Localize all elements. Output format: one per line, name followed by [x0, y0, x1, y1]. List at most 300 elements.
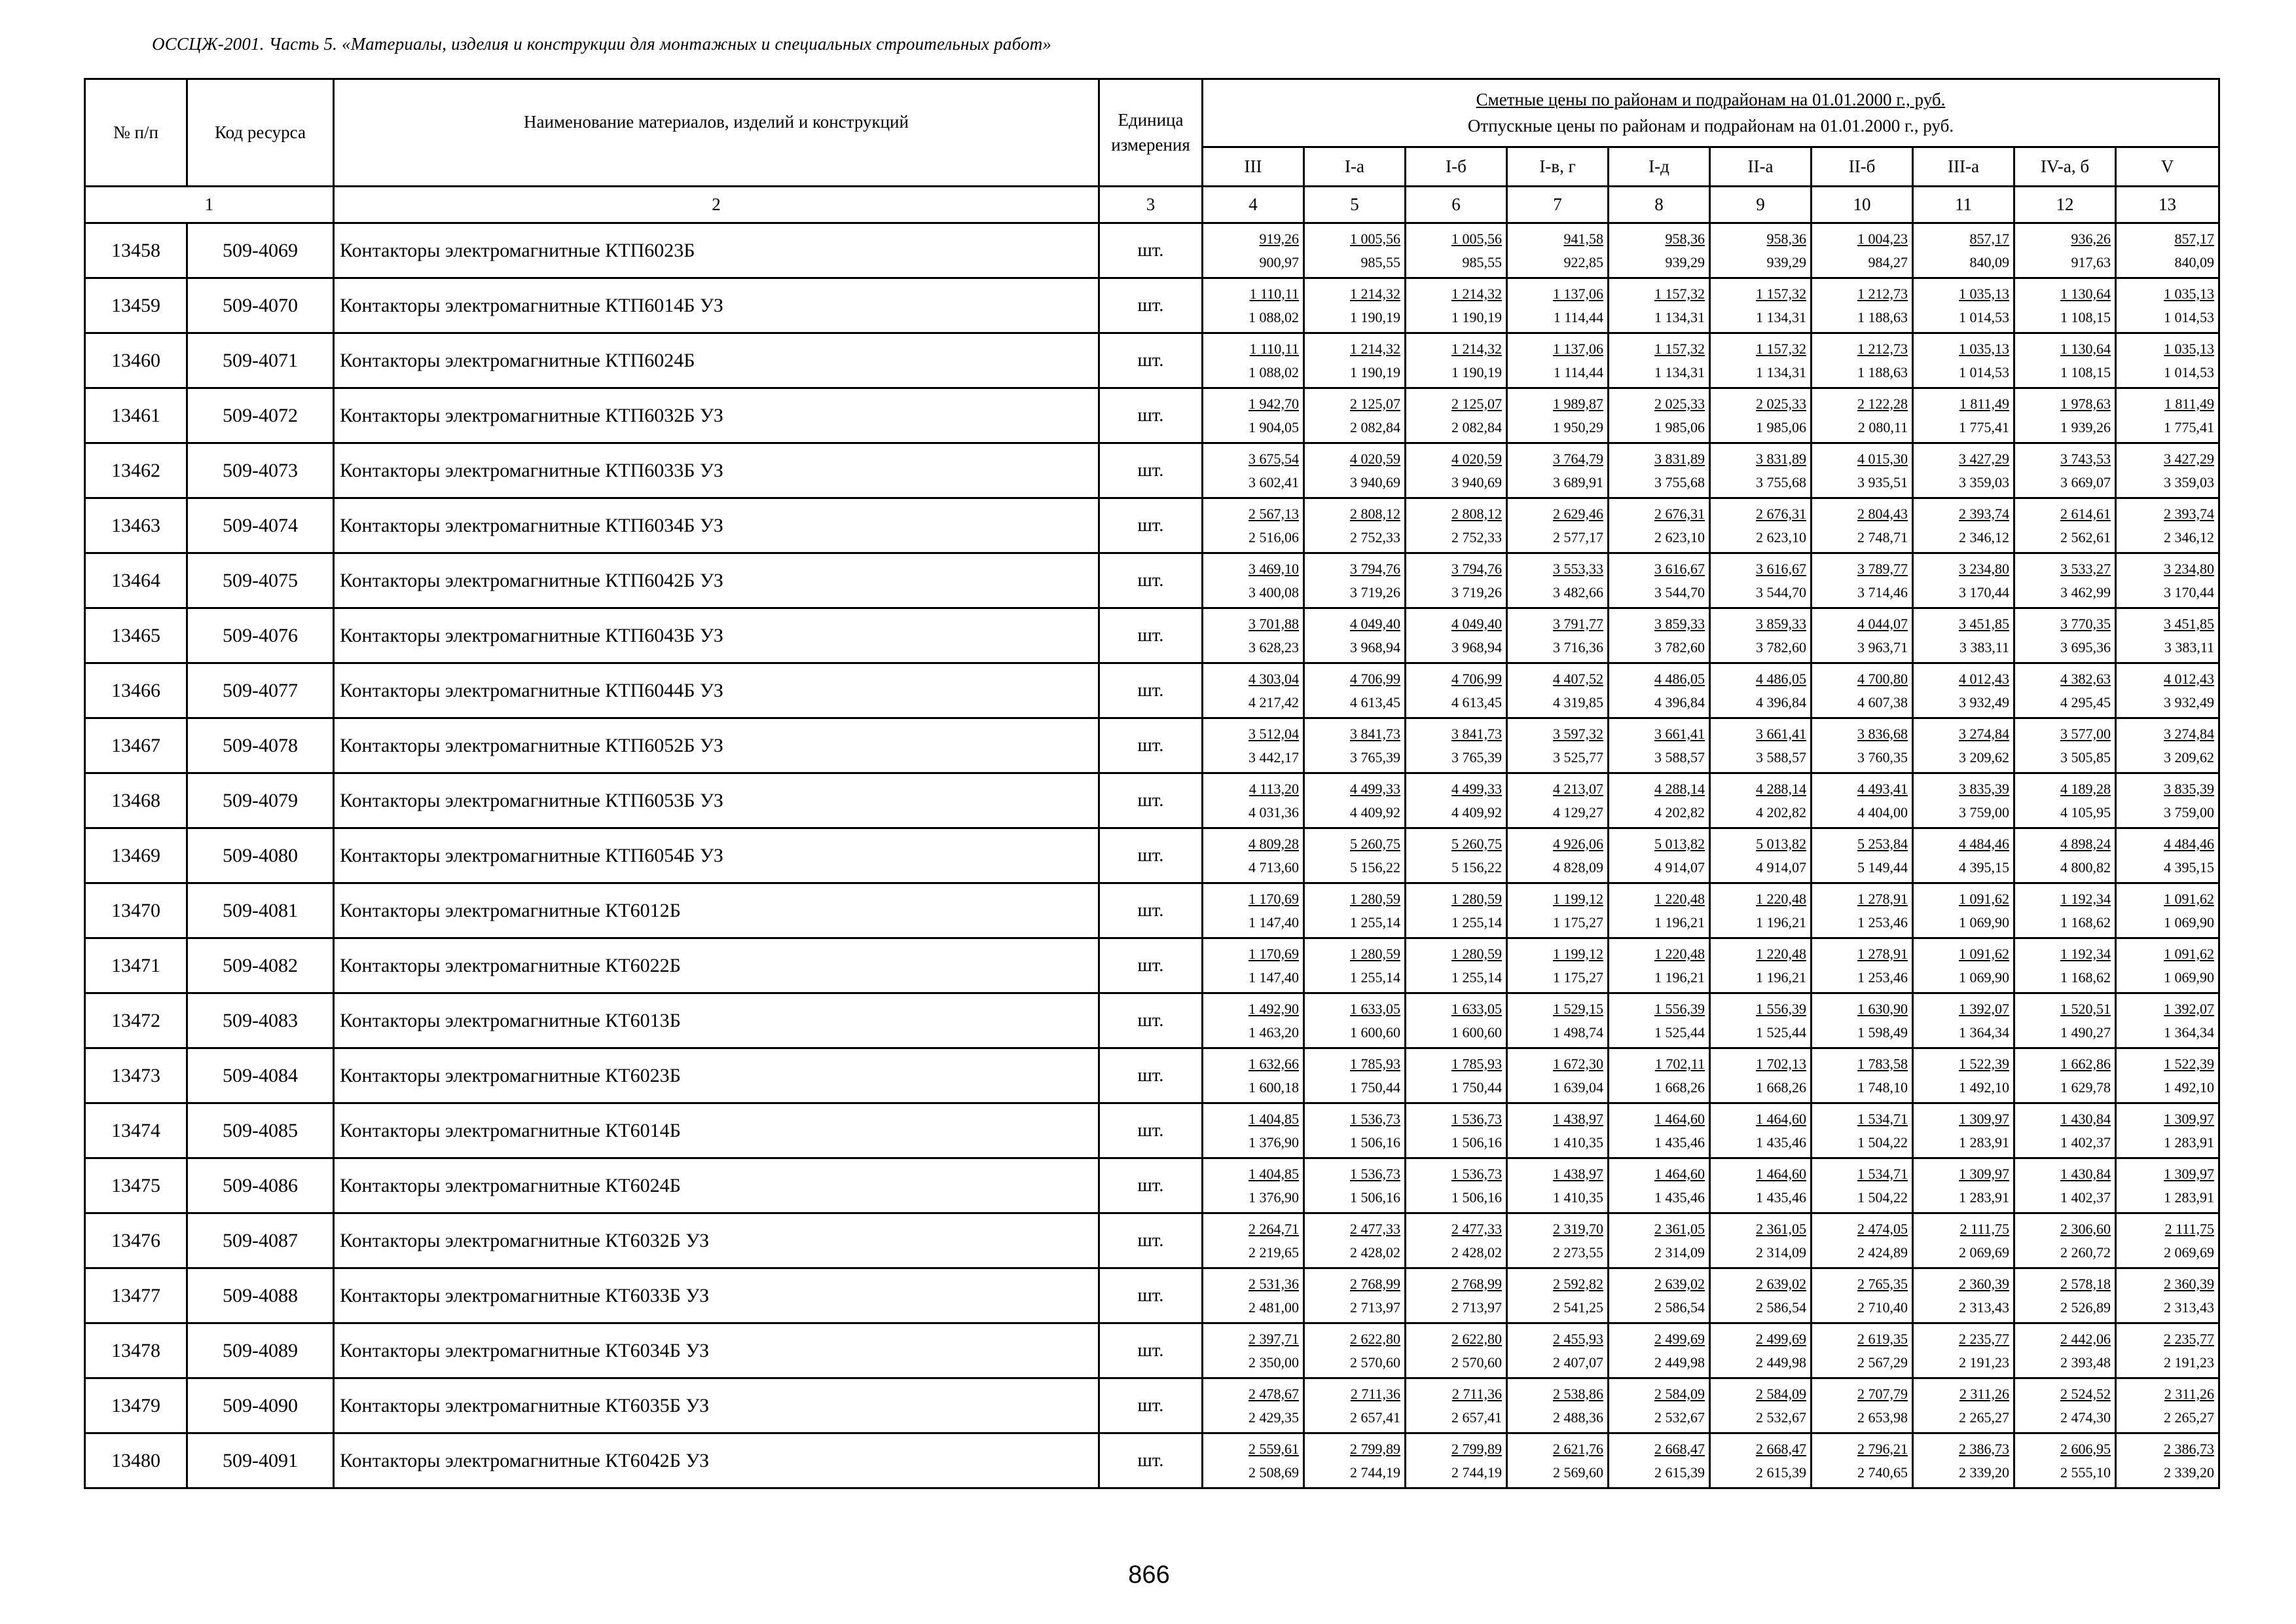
release-price: 2 748,71 — [1857, 528, 1908, 545]
estimate-price: 1 091,62 — [1959, 890, 2009, 907]
estimate-price: 1 192,34 — [2060, 890, 2111, 907]
estimate-price: 1 811,49 — [1959, 395, 2009, 412]
estimate-price: 4 486,05 — [1756, 670, 1806, 687]
table-row — [85, 608, 2219, 663]
estimate-price: 2 614,61 — [2060, 505, 2111, 522]
estimate-price: 2 799,89 — [1451, 1440, 1502, 1457]
release-price: 1 598,49 — [1857, 1024, 1908, 1041]
price-cell — [1913, 498, 2014, 553]
release-price: 2 191,23 — [2164, 1354, 2214, 1371]
release-price: 3 383,11 — [1959, 638, 2009, 655]
release-price: 922,85 — [1563, 253, 1603, 270]
release-price: 4 031,36 — [1248, 803, 1299, 821]
release-price: 3 602,41 — [1248, 473, 1299, 490]
release-price: 2 488,36 — [1553, 1409, 1603, 1426]
price-cell — [1203, 1268, 1304, 1323]
estimate-price: 4 493,41 — [1857, 780, 1908, 797]
price-cell — [1304, 1268, 1406, 1323]
release-price: 3 940,69 — [1350, 473, 1400, 490]
row-number: 13461 — [85, 388, 187, 443]
estimate-price: 2 796,21 — [1857, 1440, 1908, 1457]
price-cell — [1710, 1213, 1812, 1268]
release-price: 3 714,46 — [1857, 583, 1908, 600]
release-price: 1 069,90 — [1959, 969, 2009, 986]
price-cell — [2014, 1268, 2116, 1323]
row-number: 13459 — [85, 278, 187, 333]
release-price: 2 615,39 — [1654, 1464, 1705, 1481]
release-price: 1 939,26 — [2060, 418, 2111, 435]
release-price: 1 600,18 — [1248, 1079, 1299, 1096]
estimate-price: 1 220,48 — [1654, 890, 1705, 907]
item-name: Контакторы электромагнитные КТП6033Б УЗ — [334, 443, 1099, 498]
release-price: 1 253,46 — [1857, 969, 1908, 986]
release-price: 2 080,11 — [1857, 418, 1908, 435]
release-price: 2 313,43 — [2164, 1299, 2214, 1316]
estimate-price: 1 392,07 — [2164, 1000, 2214, 1017]
price-cell — [1609, 1323, 1710, 1378]
price-cell — [1203, 443, 1304, 498]
release-price: 4 105,95 — [2060, 803, 2111, 821]
estimate-price: 2 477,33 — [1451, 1220, 1502, 1237]
price-cell — [1913, 608, 2014, 663]
estimate-price: 2 397,71 — [1248, 1330, 1299, 1347]
price-cell — [1304, 223, 1406, 278]
estimate-price: 4 486,05 — [1654, 670, 1705, 687]
price-cell — [2014, 718, 2116, 773]
price-cell — [1203, 1103, 1304, 1158]
price-cell — [1507, 718, 1609, 773]
release-price: 1 364,34 — [1959, 1024, 2009, 1041]
table-row — [85, 553, 2219, 608]
release-price: 2 508,69 — [1248, 1464, 1299, 1481]
row-number: 13465 — [85, 608, 187, 663]
estimate-price: 1 137,06 — [1553, 285, 1603, 302]
price-cell — [1406, 608, 1507, 663]
release-price: 1 435,46 — [1654, 1189, 1705, 1206]
release-price: 1 410,35 — [1553, 1134, 1603, 1151]
release-price: 1 253,46 — [1857, 913, 1908, 931]
price-cell — [1812, 938, 1913, 993]
item-name: Контакторы электромагнитные КТ6012Б — [334, 883, 1099, 938]
release-price: 840,09 — [2174, 253, 2214, 270]
price-cell — [1304, 1433, 1406, 1488]
price-cell — [2116, 773, 2219, 828]
price-cell — [1812, 773, 1913, 828]
price-cell — [1203, 278, 1304, 333]
price-cell — [1710, 1048, 1812, 1103]
resource-code: 509-4091 — [187, 1433, 334, 1488]
estimate-price: 1 536,73 — [1451, 1110, 1502, 1127]
unit-cell: шт. — [1099, 1433, 1203, 1488]
estimate-price: 2 531,36 — [1248, 1275, 1299, 1292]
price-cell — [1203, 333, 1304, 388]
estimate-price: 2 264,71 — [1248, 1220, 1299, 1237]
resource-code: 509-4077 — [187, 663, 334, 718]
release-price: 1 255,14 — [1451, 913, 1502, 931]
release-price: 3 588,57 — [1756, 748, 1806, 766]
price-cell — [2116, 1433, 2219, 1488]
release-price: 3 669,07 — [2060, 473, 2111, 490]
row-number: 13480 — [85, 1433, 187, 1488]
estimate-price: 4 706,99 — [1350, 670, 1400, 687]
price-cell — [1710, 608, 1812, 663]
price-cell — [1304, 333, 1406, 388]
estimate-price: 1 392,07 — [1959, 1000, 2009, 1017]
estimate-price: 4 044,07 — [1857, 615, 1908, 632]
estimate-price: 4 407,52 — [1553, 670, 1603, 687]
release-price: 2 569,60 — [1553, 1464, 1603, 1481]
estimate-price: 3 661,41 — [1756, 725, 1806, 742]
release-price: 4 395,15 — [2164, 858, 2214, 876]
price-cell — [1406, 1048, 1507, 1103]
release-price: 1 506,16 — [1350, 1134, 1400, 1151]
release-price: 3 760,35 — [1857, 748, 1908, 766]
estimate-price: 958,36 — [1766, 230, 1806, 247]
estimate-price: 2 235,77 — [2164, 1330, 2214, 1347]
price-cell — [2014, 1213, 2116, 1268]
price-cell — [1304, 553, 1406, 608]
estimate-price: 4 012,43 — [1959, 670, 2009, 687]
price-cell — [2116, 883, 2219, 938]
price-cell — [1710, 718, 1812, 773]
price-cell — [1406, 553, 1507, 608]
estimate-price: 2 360,39 — [2164, 1275, 2214, 1292]
price-cell — [2014, 333, 2116, 388]
item-name: Контакторы электромагнитные КТП6044Б УЗ — [334, 663, 1099, 718]
price-cell — [1507, 993, 1609, 1048]
header-prices — [1203, 79, 2219, 147]
release-price: 1 069,90 — [2164, 913, 2214, 931]
estimate-price: 1 035,13 — [1959, 285, 2009, 302]
release-price: 4 613,45 — [1350, 693, 1400, 710]
release-price: 2 532,67 — [1654, 1409, 1705, 1426]
unit-cell: шт. — [1099, 1213, 1203, 1268]
price-cell — [1812, 498, 1913, 553]
price-cell — [1406, 938, 1507, 993]
release-price: 2 350,00 — [1248, 1354, 1299, 1371]
item-name: Контакторы электромагнитные КТП6024Б — [334, 333, 1099, 388]
release-price: 2 555,10 — [2060, 1464, 2111, 1481]
header-column-number: 2 — [334, 187, 1099, 223]
resource-code: 509-4081 — [187, 883, 334, 938]
unit-cell: шт. — [1099, 1048, 1203, 1103]
estimate-price: 1 130,64 — [2060, 285, 2111, 302]
header-column-number: 8 — [1609, 187, 1710, 223]
price-cell — [1507, 223, 1609, 278]
header-column-number: 10 — [1812, 187, 1913, 223]
estimate-price: 4 015,30 — [1857, 450, 1908, 467]
price-cell — [2014, 498, 2116, 553]
table-row — [85, 718, 2219, 773]
estimate-price: 5 260,75 — [1350, 835, 1400, 852]
item-name: Контакторы электромагнитные КТ6035Б УЗ — [334, 1378, 1099, 1433]
price-cell — [2116, 1213, 2219, 1268]
release-price: 2 752,33 — [1350, 528, 1400, 545]
release-price: 3 442,17 — [1248, 748, 1299, 766]
release-price: 2 567,29 — [1857, 1354, 1908, 1371]
estimate-price: 2 584,09 — [1756, 1385, 1806, 1402]
price-cell — [1507, 608, 1609, 663]
table-row — [85, 333, 2219, 388]
release-price: 3 544,70 — [1756, 583, 1806, 600]
price-cell — [1507, 443, 1609, 498]
price-cell — [1609, 223, 1710, 278]
release-price: 1 283,91 — [1959, 1189, 2009, 1206]
estimate-price: 1 199,12 — [1553, 890, 1603, 907]
price-cell — [1203, 223, 1304, 278]
release-price: 1 668,26 — [1756, 1079, 1806, 1096]
estimate-price: 4 484,46 — [2164, 835, 2214, 852]
unit-cell: шт. — [1099, 223, 1203, 278]
release-price: 2 532,67 — [1756, 1409, 1806, 1426]
price-cell — [1609, 828, 1710, 883]
estimate-price: 3 701,88 — [1248, 615, 1299, 632]
release-price: 1 069,90 — [1959, 913, 2009, 931]
estimate-price: 3 859,33 — [1654, 615, 1705, 632]
release-price: 1 134,31 — [1756, 363, 1806, 380]
header-code: Код ресурса — [187, 79, 334, 187]
release-price: 3 755,68 — [1756, 473, 1806, 490]
estimate-price: 1 220,48 — [1756, 945, 1806, 962]
release-price: 1 376,90 — [1248, 1134, 1299, 1151]
estimate-price: 3 234,80 — [2164, 560, 2214, 577]
estimate-price: 3 451,85 — [2164, 615, 2214, 632]
price-cell — [1406, 993, 1507, 1048]
item-name: Контакторы электромагнитные КТП6023Б — [334, 223, 1099, 278]
price-cell — [2116, 498, 2219, 553]
release-price: 2 586,54 — [1756, 1299, 1806, 1316]
price-cell — [1710, 1323, 1812, 1378]
estimate-price: 2 622,80 — [1350, 1330, 1400, 1347]
row-number: 13464 — [85, 553, 187, 608]
release-price: 2 615,39 — [1756, 1464, 1806, 1481]
release-price: 2 273,55 — [1553, 1244, 1603, 1261]
price-cell — [1913, 828, 2014, 883]
row-number: 13471 — [85, 938, 187, 993]
estimate-price: 2 584,09 — [1654, 1385, 1705, 1402]
release-price: 3 716,36 — [1553, 638, 1603, 655]
estimate-price: 2 386,73 — [2164, 1440, 2214, 1457]
price-cell — [1203, 828, 1304, 883]
unit-cell: шт. — [1099, 773, 1203, 828]
estimate-price: 2 799,89 — [1350, 1440, 1400, 1457]
row-number: 13463 — [85, 498, 187, 553]
estimate-price: 936,26 — [2071, 230, 2111, 247]
item-name: Контакторы электромагнитные КТ6023Б — [334, 1048, 1099, 1103]
price-cell — [1913, 773, 2014, 828]
estimate-price: 4 049,40 — [1451, 615, 1502, 632]
header-region: I-в, г — [1507, 147, 1609, 187]
unit-cell: шт. — [1099, 718, 1203, 773]
release-price: 1 950,29 — [1553, 418, 1603, 435]
estimate-price: 2 804,43 — [1857, 505, 1908, 522]
price-cell — [1406, 388, 1507, 443]
price-cell — [1609, 1378, 1710, 1433]
release-price: 1 283,91 — [2164, 1189, 2214, 1206]
price-cell — [1812, 1213, 1913, 1268]
estimate-price: 3 791,77 — [1553, 615, 1603, 632]
price-cell — [1203, 773, 1304, 828]
estimate-price: 4 706,99 — [1451, 670, 1502, 687]
estimate-price: 1 520,51 — [2060, 1000, 2111, 1017]
unit-cell: шт. — [1099, 828, 1203, 883]
release-price: 1 750,44 — [1451, 1079, 1502, 1096]
release-price: 1 188,63 — [1857, 308, 1908, 325]
estimate-price: 1 811,49 — [2164, 395, 2214, 412]
resource-code: 509-4083 — [187, 993, 334, 1048]
price-cell — [1406, 718, 1507, 773]
header-region: I-б — [1406, 147, 1507, 187]
price-cell — [2014, 388, 2116, 443]
release-price: 1 463,20 — [1248, 1024, 1299, 1041]
price-cell — [1304, 718, 1406, 773]
price-cell — [1203, 1158, 1304, 1213]
resource-code: 509-4071 — [187, 333, 334, 388]
release-price: 3 695,36 — [2060, 638, 2111, 655]
release-price: 1 168,62 — [2060, 969, 2111, 986]
estimate-price: 1 005,56 — [1350, 230, 1400, 247]
release-price: 1 190,19 — [1350, 308, 1400, 325]
release-price: 3 755,68 — [1654, 473, 1705, 490]
release-price: 3 170,44 — [1959, 583, 2009, 600]
release-price: 2 713,97 — [1451, 1299, 1502, 1316]
release-price: 1 498,74 — [1553, 1024, 1603, 1041]
release-price: 2 474,30 — [2060, 1409, 2111, 1426]
release-price: 2 623,10 — [1654, 528, 1705, 545]
price-cell — [1507, 883, 1609, 938]
unit-cell: шт. — [1099, 938, 1203, 993]
price-cell — [1406, 1268, 1507, 1323]
price-cell — [1304, 608, 1406, 663]
price-cell — [1710, 278, 1812, 333]
price-cell — [2116, 388, 2219, 443]
item-name: Контакторы электромагнитные КТ6013Б — [334, 993, 1099, 1048]
unit-cell: шт. — [1099, 498, 1203, 553]
release-price: 1 014,53 — [1959, 363, 2009, 380]
price-cell — [1406, 333, 1507, 388]
price-cell — [1609, 1268, 1710, 1323]
row-number: 13476 — [85, 1213, 187, 1268]
estimate-price: 1 492,90 — [1248, 1000, 1299, 1017]
release-price: 2 657,41 — [1451, 1409, 1502, 1426]
release-price: 1 114,44 — [1553, 308, 1603, 325]
price-cell — [2014, 1433, 2116, 1488]
header-region: III — [1203, 147, 1304, 187]
release-price: 1 492,10 — [2164, 1079, 2214, 1096]
release-price: 2 752,33 — [1451, 528, 1502, 545]
price-cell — [2014, 1378, 2116, 1433]
price-cell — [1507, 828, 1609, 883]
estimate-price: 2 622,80 — [1451, 1330, 1502, 1347]
estimate-price: 2 578,18 — [2060, 1275, 2111, 1292]
estimate-price: 3 661,41 — [1654, 725, 1705, 742]
estimate-price: 1 212,73 — [1857, 340, 1908, 357]
release-price: 1 504,22 — [1857, 1134, 1908, 1151]
price-cell — [1710, 498, 1812, 553]
resource-code: 509-4075 — [187, 553, 334, 608]
header-column-number: 12 — [2014, 187, 2116, 223]
estimate-price: 3 577,00 — [2060, 725, 2111, 742]
estimate-price: 2 477,33 — [1350, 1220, 1400, 1237]
header-unit-line1: Единица — [1118, 109, 1184, 130]
release-price: 2 069,69 — [1959, 1244, 2009, 1261]
estimate-price: 2 025,33 — [1756, 395, 1806, 412]
estimate-price: 1 110,11 — [1249, 340, 1299, 357]
price-cell — [1609, 443, 1710, 498]
estimate-price: 1 157,32 — [1654, 340, 1705, 357]
resource-code: 509-4074 — [187, 498, 334, 553]
release-price: 2 339,20 — [2164, 1464, 2214, 1481]
estimate-price: 2 025,33 — [1654, 395, 1705, 412]
page-header: ОССЦЖ-2001. Часть 5. «Материалы, изделия и конструкции для монтажных и специальных строительных работ» — [152, 34, 1052, 54]
price-cell — [1406, 223, 1507, 278]
release-price: 1 600,60 — [1350, 1024, 1400, 1041]
release-price: 2 265,27 — [2164, 1409, 2214, 1426]
release-price: 2 740,65 — [1857, 1464, 1908, 1481]
estimate-price: 2 711,36 — [1350, 1385, 1400, 1402]
release-price: 2 424,89 — [1857, 1244, 1908, 1261]
estimate-price: 1 220,48 — [1756, 890, 1806, 907]
estimate-price: 2 306,60 — [2060, 1220, 2111, 1237]
release-price: 1 506,16 — [1451, 1134, 1502, 1151]
estimate-price: 1 214,32 — [1350, 340, 1400, 357]
release-price: 4 713,60 — [1248, 858, 1299, 876]
table-row — [85, 828, 2219, 883]
table-row — [85, 1378, 2219, 1433]
header-name: Наименование материалов, изделий и конструкций — [334, 79, 1099, 187]
release-price: 3 765,39 — [1350, 748, 1400, 766]
estimate-price: 2 639,02 — [1654, 1275, 1705, 1292]
release-price: 2 313,43 — [1959, 1299, 2009, 1316]
price-cell — [1304, 443, 1406, 498]
estimate-price: 1 783,58 — [1857, 1055, 1908, 1072]
price-cell — [1203, 993, 1304, 1048]
release-price: 4 800,82 — [2060, 858, 2111, 876]
release-price: 2 657,41 — [1350, 1409, 1400, 1426]
price-cell — [1203, 498, 1304, 553]
table-row — [85, 443, 2219, 498]
price-cell — [1913, 938, 2014, 993]
release-price: 2 339,20 — [1959, 1464, 2009, 1481]
estimate-price: 2 499,69 — [1654, 1330, 1705, 1347]
release-price: 1 402,37 — [2060, 1189, 2111, 1206]
price-cell — [1913, 1433, 2014, 1488]
price-cell — [1406, 663, 1507, 718]
price-cell — [1812, 333, 1913, 388]
unit-cell: шт. — [1099, 278, 1203, 333]
price-cell — [1203, 1048, 1304, 1103]
price-cell — [1609, 608, 1710, 663]
release-price: 2 586,54 — [1654, 1299, 1705, 1316]
estimate-price: 1 978,63 — [2060, 395, 2111, 412]
price-cell — [1609, 938, 1710, 993]
table-row — [85, 498, 2219, 553]
estimate-price: 1 309,97 — [2164, 1165, 2214, 1182]
price-cell — [1507, 1268, 1609, 1323]
estimate-price: 2 592,82 — [1553, 1275, 1603, 1292]
release-price: 4 828,09 — [1553, 858, 1603, 876]
estimate-price: 1 464,60 — [1756, 1110, 1806, 1127]
price-cell — [2014, 553, 2116, 608]
estimate-price: 3 831,89 — [1654, 450, 1705, 467]
release-price: 3 940,69 — [1451, 473, 1502, 490]
estimate-price: 1 110,11 — [1249, 285, 1299, 302]
release-price: 1 435,46 — [1654, 1134, 1705, 1151]
unit-cell: шт. — [1099, 1323, 1203, 1378]
estimate-price: 2 629,46 — [1553, 505, 1603, 522]
estimate-price: 1 702,13 — [1756, 1055, 1806, 1072]
resource-code: 509-4088 — [187, 1268, 334, 1323]
